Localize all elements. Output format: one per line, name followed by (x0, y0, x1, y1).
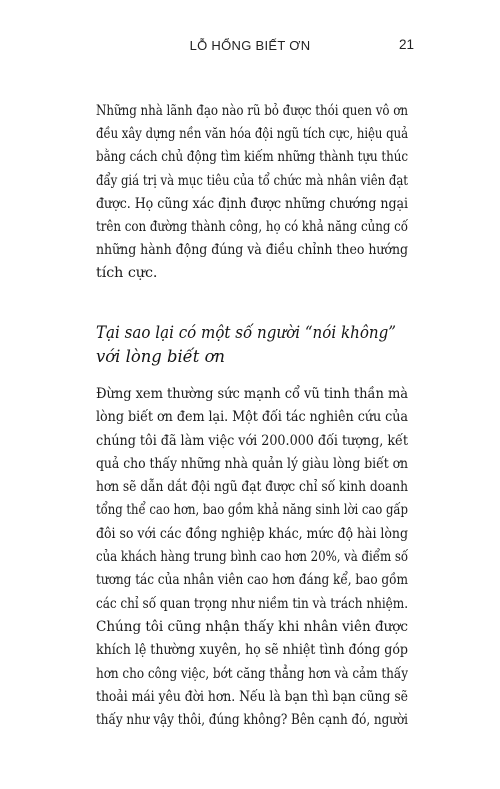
page-number: 21 (398, 37, 414, 52)
section-heading (96, 321, 426, 369)
body-paragraph-2 (96, 383, 408, 732)
text-line: tích cực. (96, 265, 158, 282)
text-line: thoải mái yêu đời hơn. Nếu là bạn thì bạn cũng sẽ (96, 688, 408, 705)
text-line: Những nhà lãnh đạo nào rũ bỏ được thói quen vô ơn (96, 103, 408, 119)
text-line: Đừng xem thường sức mạnh cổ vũ tinh thần mà (96, 386, 409, 402)
text-line: tương tác của nhân viên cao hơn đáng kể, bao gồm (96, 572, 408, 589)
text-line: đều xây dựng nền văn hóa đội ngũ tích cực, hiệu quả (96, 126, 409, 143)
text-line: được. Họ cũng xác định được những chướng ngại (96, 195, 409, 212)
heading-line: Tại sao lại có một số người “nói không” (96, 323, 396, 342)
text-line: đẩy giá trị và mục tiêu của tổ chức mà nhân viên đạt (96, 172, 408, 189)
text-line: chúng tôi đã làm việc với 200.000 đối tượng, kết (96, 432, 409, 449)
text-line: bằng cách chủ động tìm kiếm những thành tựu thúc (96, 149, 408, 166)
text-line: đôi so với các đồng nghiệp khác, mức độ hài lòng (96, 525, 408, 542)
text-line: các chỉ số quan trọng như niềm tin và trách nhiệm. (96, 595, 408, 612)
text-line: thấy như vậy thôi, đúng không? Bên cạnh đó, người (96, 712, 408, 729)
text-line: tổng thể cao hơn, bao gồm khả năng sinh lời cao gấp (96, 502, 408, 519)
heading-line: với lòng biết ơn (96, 347, 225, 366)
text-line: Chúng tôi cũng nhận thấy khi nhân viên được (96, 618, 409, 635)
body-paragraph-1 (96, 100, 408, 286)
text-line: khích lệ thường xuyên, họ sẽ nhiệt tình đóng góp (96, 642, 409, 659)
text-line: trên con đường thành công, họ có khả năng củng cố (96, 219, 409, 236)
text-line: quả cho thấy những nhà quản lý giàu lòng biết ơn (96, 455, 409, 472)
text-line: hơn cho công việc, bớt căng thẳng hơn và cảm thấy (96, 665, 408, 682)
text-line: lòng biết ơn đem lại. Một đối tác nghiên cứu của (96, 409, 408, 426)
text-line: của khách hàng trung bình cao hơn 20%, và điểm số (96, 549, 409, 566)
text-line: những hành động đúng và điều chỉnh theo hướng (96, 242, 408, 259)
text-line: hơn sẽ dẫn dắt đội ngũ đạt được chỉ số kinh doanh (96, 479, 408, 496)
running-title: LỖ HỔNG BIẾT ƠN (189, 38, 311, 53)
